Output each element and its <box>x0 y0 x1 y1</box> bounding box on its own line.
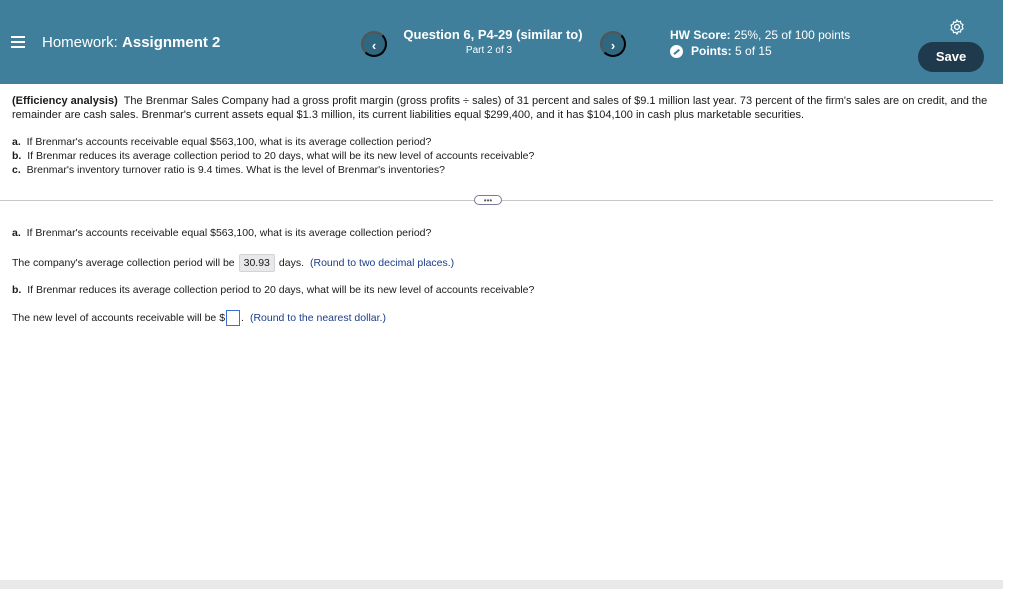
question-title: Question 6, P4-29 (similar to) <box>403 27 583 42</box>
answer-b-hint: (Round to the nearest dollar.) <box>249 312 386 324</box>
points-display: Points: 5 of 15 <box>670 44 772 58</box>
part-b: b. If Brenmar reduces its average collection period to 20 days, what will be its new level of accounts receivable? <box>12 150 535 162</box>
expand-more-button[interactable]: ••• <box>474 195 502 205</box>
bottom-bar <box>0 580 1003 589</box>
assignment-name: Assignment 2 <box>122 34 221 51</box>
answer-b-response: The new level of accounts receivable will be $ . (Round to the nearest dollar.) <box>12 312 386 324</box>
homework-title: Homework: Assignment 2 <box>42 34 221 51</box>
next-question-button[interactable]: › <box>600 31 626 57</box>
answer-b-input[interactable] <box>226 310 240 326</box>
hw-score: HW Score: 25%, 25 of 100 points <box>670 28 851 42</box>
menu-icon[interactable] <box>11 36 25 48</box>
answer-a-value[interactable]: 30.93 <box>239 254 275 272</box>
previous-question-button[interactable]: ‹ <box>361 31 387 57</box>
answer-a-hint: (Round to two decimal places.) <box>310 257 455 269</box>
answer-a-response: The company's average collection period will be 30.93 days. (Round to two decimal places.) <box>12 254 454 272</box>
part-c: c. Brenmar's inventory turnover ratio is 9.4 times. What is the level of Brenmar's inventories? <box>12 164 445 176</box>
partial-credit-icon <box>670 45 683 58</box>
part-a: a. If Brenmar's accounts receivable equal $563,100, what is its average collection period? <box>12 136 432 148</box>
problem-statement: (Efficiency analysis) The Brenmar Sales Company had a gross profit margin (gross profits ÷ sales) of 31 percent and sales of $9.1 million last year. 73 percent of the firm's sales are on credit, and the remainder are cash sales. Brenmar's current assets equal $1.3 million, its current liabilities equal $299,400, and it has $104,100 in cash plus marketable securities. <box>12 95 988 121</box>
answer-b-question: b. If Brenmar reduces its average collection period to 20 days, what will be its new level of accounts receivable? <box>12 284 535 296</box>
gear-icon[interactable] <box>948 18 966 36</box>
save-button[interactable]: Save <box>918 42 984 72</box>
answer-a-question: a. If Brenmar's accounts receivable equal $563,100, what is its average collection period? <box>12 227 432 239</box>
problem-parts <box>12 135 534 177</box>
question-part: Part 2 of 3 <box>465 45 513 56</box>
top-bar <box>0 0 1003 84</box>
